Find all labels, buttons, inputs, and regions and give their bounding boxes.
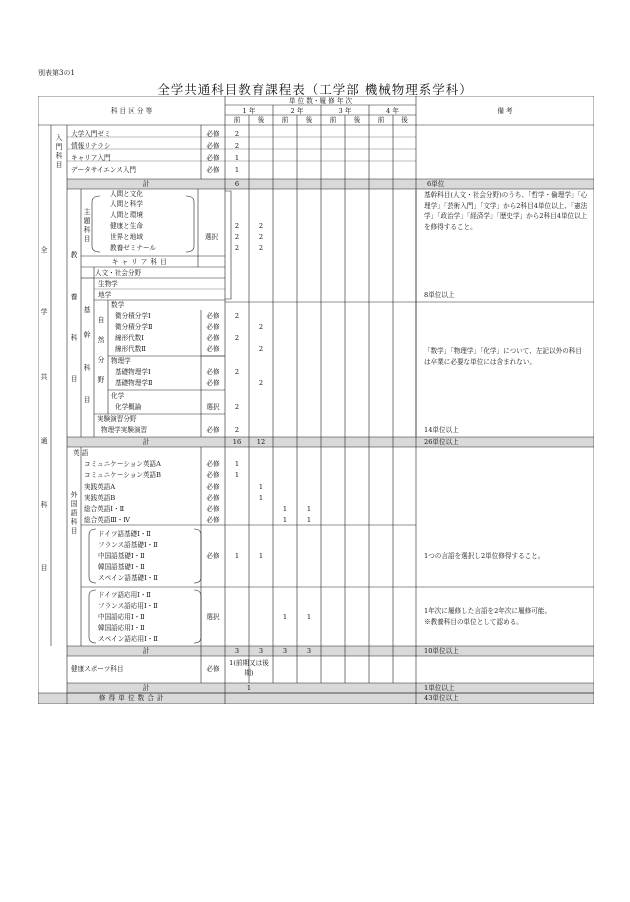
vlabel-moku: 目 — [40, 564, 48, 572]
physics-label: 物理学 — [111, 357, 131, 365]
year-2-header: 2 年 — [290, 107, 304, 115]
applied-lang-y2a: 1 — [282, 613, 288, 621]
kikan-remark-3: 14単位以上 — [424, 426, 459, 434]
applied-lang-3: 韓国語応用Ⅰ・Ⅱ — [98, 624, 145, 632]
english-type-0: 必修 — [206, 460, 220, 468]
theme-item-2: 人間と環境 — [110, 211, 143, 219]
math-name-0: 微分積分学Ⅰ — [115, 312, 151, 320]
math-y1a-2: 2 — [234, 334, 240, 342]
kyoyo-total-remark: 26単位以上 — [424, 438, 459, 446]
kyoyo-total-y1b: 12 — [256, 438, 266, 446]
physics-type-1: 必修 — [206, 379, 220, 387]
kikan-remark-2: 「数学」「物理学」「化学」について、左記以外の科目は卒業に必要な単位には含まれない。 — [424, 347, 582, 366]
biology-label: 生物学 — [98, 280, 118, 288]
english-type-3: 必修 — [206, 494, 220, 502]
theme-item-4: 世界と地域 — [110, 233, 143, 241]
category-header: 科 目 区 分 等 — [110, 107, 153, 115]
theme-y1a-0: 2 — [234, 222, 240, 230]
vlabel-bun: 分 — [97, 356, 105, 364]
basic-lang-3: 韓国語基礎Ⅰ・Ⅱ — [98, 563, 145, 571]
vlabel-moku2: 目 — [70, 375, 78, 383]
intro-name-0: 大学入門ゼミ — [71, 130, 111, 138]
theme-type: 選択 — [204, 233, 219, 241]
y2-first-half: 前 — [281, 116, 289, 124]
intro-total-label: 計 — [142, 180, 150, 188]
vlabel-kan: 幹 — [83, 331, 91, 339]
lang-total-remark: 10単位以上 — [424, 647, 459, 655]
chem-name: 化学概論 — [115, 403, 142, 411]
physics-type-0: 必修 — [206, 368, 220, 376]
english-name-5: 総合英語Ⅲ・Ⅳ — [84, 516, 130, 524]
intro-val-1: 2 — [234, 142, 240, 150]
chem-type: 選択 — [206, 403, 220, 411]
english-y2b-4: 1 — [306, 505, 312, 513]
theme-y1a-2: 2 — [234, 244, 240, 252]
theme-y1b-1: 2 — [258, 233, 264, 241]
applied-lang-0: ドイツ語応用Ⅰ・Ⅱ — [98, 591, 151, 599]
english-y1a-1: 1 — [234, 471, 240, 479]
sports-total-remark: 1単位以上 — [424, 684, 455, 692]
career-label: キ ャ リ ア 科 目 — [111, 258, 168, 266]
applied-lang-type: 選択 — [206, 613, 220, 621]
lang-total-y2a: 3 — [282, 647, 288, 655]
chem-y1a: 2 — [234, 403, 240, 411]
lang-total-label: 計 — [142, 647, 150, 655]
english-name-4: 総合英語Ⅰ・Ⅱ — [84, 505, 125, 513]
math-type-3: 必修 — [206, 345, 220, 353]
intro-name-1: 情報リテラシ — [71, 142, 111, 150]
y3-second-half: 後 — [353, 116, 361, 124]
year-1-header: 1 年 — [242, 107, 256, 115]
y2-second-half: 後 — [305, 116, 313, 124]
intro-name-3: データサイエンス入門 — [71, 166, 137, 174]
vlabel-gaikoku: 外国語科目 — [70, 491, 78, 535]
applied-lang-remark-1: 1年次に履修した言語を2年次に履修可能。 — [424, 607, 552, 615]
math-name-3: 線形代数Ⅱ — [115, 345, 146, 353]
lab-name: 物理学実験演習 — [101, 426, 148, 434]
intro-type-1: 必修 — [206, 142, 220, 150]
humanities-label: 人文・社会分野 — [95, 269, 142, 277]
physics-name-0: 基礎物理学Ⅰ — [115, 368, 151, 376]
theme-item-0: 人間と文化 — [110, 190, 143, 198]
intro-type-3: 必修 — [206, 166, 220, 174]
physics-y1b-1: 2 — [258, 379, 264, 387]
basic-lang-1: フランス語基礎Ⅰ・Ⅱ — [98, 541, 158, 549]
theme-y1a-1: 2 — [234, 233, 240, 241]
theme-remark: 基幹科目(人文・社会分野)のうち、「哲学・倫理学」「心理学」「芸術入門」「文学」から2科目4単位以上、「憲法学」「政治学」「経済学」「歴史学」から2科目4単位以上を修得すること。 — [424, 191, 588, 231]
lab-type: 必修 — [206, 426, 220, 434]
intro-total-value: 6 — [234, 180, 240, 188]
vlabel-ya: 野 — [97, 376, 105, 384]
intro-remark: 6単位 — [427, 180, 445, 188]
lang-total-y1b: 3 — [258, 647, 264, 655]
vlabel-zen2: 然 — [97, 336, 105, 344]
kikan-remark-1: 8単位以上 — [424, 291, 455, 299]
basic-lang-0: ドイツ語基礎Ⅰ・Ⅱ — [98, 530, 151, 538]
theme-item-1: 人間と科学 — [110, 200, 143, 208]
theme-y1b-0: 2 — [258, 222, 264, 230]
sports-name: 健康スポーツ科目 — [71, 665, 124, 673]
lang-total-y1a: 3 — [234, 647, 240, 655]
vlabel-yo2: 養 — [70, 293, 78, 301]
units-header: 単 位 数・履 修 年 次 — [288, 97, 353, 105]
chemistry-label: 化学 — [111, 392, 125, 400]
english-label: 英 語 — [73, 449, 89, 457]
applied-lang-4: スペイン語応用Ⅰ・Ⅱ — [98, 635, 158, 643]
applied-lang-1: フランス語応用Ⅰ・Ⅱ — [98, 602, 158, 610]
math-type-1: 必修 — [206, 323, 220, 331]
applied-lang-2: 中国語応用Ⅰ・Ⅱ — [98, 613, 145, 621]
english-type-5: 必修 — [206, 516, 220, 524]
math-name-2: 線形代数Ⅰ — [115, 334, 144, 342]
intro-val-2: 1 — [234, 154, 240, 162]
sports-type: 必修 — [206, 665, 220, 673]
applied-lang-remark-2: ※教養科目の単位として認める。 — [424, 618, 523, 626]
y1-first-half: 前 — [233, 116, 241, 124]
lab-y1a: 2 — [234, 426, 240, 434]
sports-value: 1(前期又は後期) — [229, 659, 269, 677]
english-name-0: コミュニケーション英語A — [84, 460, 161, 468]
vlabel-gaku: 学 — [40, 308, 48, 316]
kyoyo-total-y1a: 16 — [232, 438, 242, 446]
math-type-0: 必修 — [206, 312, 220, 320]
vlabel-tsu: 通 — [40, 437, 48, 445]
english-y2b-5: 1 — [306, 516, 312, 524]
english-y1b-3: 1 — [258, 494, 264, 502]
earth-label: 地学 — [98, 291, 112, 299]
remarks-header: 備 考 — [497, 107, 513, 115]
grand-total-remark: 43単位以上 — [424, 694, 459, 702]
year-3-header: 3 年 — [338, 107, 352, 115]
physics-name-1: 基礎物理学Ⅱ — [115, 379, 153, 387]
english-type-2: 必修 — [206, 483, 220, 491]
vlabel-kyo: 共 — [40, 373, 48, 381]
math-type-2: 必修 — [206, 334, 220, 342]
vlabel-moku3: 目 — [83, 396, 91, 404]
vlabel-shudai: 主題科目 — [83, 208, 91, 243]
english-name-2: 実践英語A — [84, 483, 116, 491]
y3-first-half: 前 — [329, 116, 337, 124]
header-note: 別表第3の1 — [38, 69, 75, 77]
math-name-1: 微分積分学Ⅱ — [115, 323, 153, 331]
y4-second-half: 後 — [401, 116, 408, 124]
intro-type-2: 必修 — [206, 154, 220, 162]
intro-val-0: 2 — [234, 130, 240, 138]
basic-lang-y1a: 1 — [234, 552, 240, 560]
english-y2a-4: 1 — [282, 505, 288, 513]
vlabel-zen: 全 — [40, 246, 48, 254]
english-type-4: 必修 — [206, 505, 220, 513]
vlabel-kyo2: 教 — [70, 251, 78, 259]
basic-lang-remark: 1つの言語を選択し2単位修得すること。 — [424, 552, 545, 560]
math-y1b-1: 2 — [258, 323, 264, 331]
grand-total-label: 修 得 単 位 数 合 計 — [98, 694, 165, 702]
english-type-1: 必修 — [206, 471, 220, 479]
english-name-3: 実践英語B — [84, 494, 116, 502]
sports-total-label: 計 — [142, 684, 150, 692]
y1-second-half: 後 — [257, 116, 265, 124]
basic-lang-4: スペイン語基礎Ⅰ・Ⅱ — [98, 574, 158, 582]
vlabel-ki: 基 — [83, 306, 91, 314]
basic-lang-type: 必修 — [206, 552, 220, 560]
page-title: 全学共通科目教育課程表（工学部 機械物理系学科） — [157, 82, 473, 97]
vlabel-ka3: 科 — [83, 364, 91, 372]
year-4-header: 4 年 — [386, 107, 399, 115]
english-y1a-0: 1 — [234, 460, 240, 468]
english-y2a-5: 1 — [282, 516, 288, 524]
vlabel-ka2: 科 — [70, 334, 78, 342]
sports-total-value: 1 — [246, 684, 252, 692]
theme-item-3: 健康と生命 — [110, 222, 143, 230]
lang-total-y2b: 3 — [306, 647, 312, 655]
basic-lang-2: 中国語基礎Ⅰ・Ⅱ — [98, 552, 145, 560]
math-y1a-0: 2 — [234, 312, 240, 320]
intro-name-2: キャリア入門 — [71, 154, 111, 162]
vlabel-ka: 科 — [40, 501, 48, 509]
applied-lang-y2b: 1 — [306, 613, 312, 621]
theme-y1b-2: 2 — [258, 244, 264, 252]
basic-lang-y1b: 1 — [258, 552, 264, 560]
kyoyo-total-label: 計 — [142, 438, 150, 446]
y4-first-half: 前 — [377, 116, 385, 124]
intro-val-3: 1 — [234, 166, 240, 174]
theme-item-5: 教養ゼミナール — [110, 244, 157, 252]
math-label: 数学 — [111, 301, 125, 309]
math-y1b-3: 2 — [258, 345, 264, 353]
vlabel-shi: 自 — [97, 316, 105, 324]
curriculum-table — [38, 96, 594, 704]
english-name-1: コミュニケーション英語B — [84, 471, 161, 479]
intro-type-0: 必修 — [206, 130, 220, 138]
english-y1b-2: 1 — [258, 483, 264, 491]
lab-label: 実験演習分野 — [97, 415, 137, 423]
vlabel-nyumon: 入門科目 — [55, 134, 63, 169]
physics-y1a-0: 2 — [234, 368, 240, 376]
